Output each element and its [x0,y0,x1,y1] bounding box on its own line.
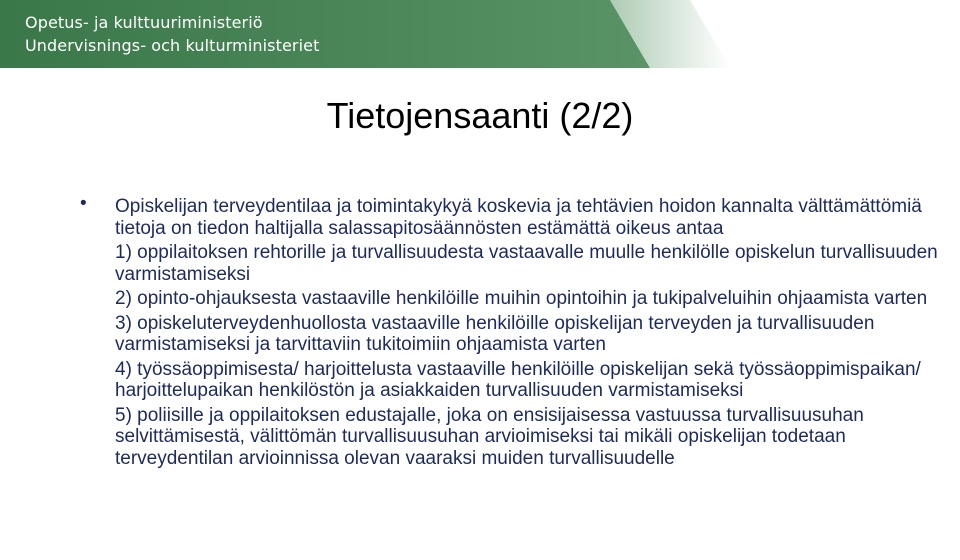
list-item: 1) oppilaitoksen rehtorille ja turvallisuudesta vastaavalle muulle henkilölle opiskelun turvallisuuden varmistamiseksi [115,242,938,285]
header-band-shape [0,0,960,68]
list-item: 4) työssäoppimisesta/ harjoittelusta vastaaville henkilöille opiskelijan sekä työssäoppimispaikan/ harjoittelupaikan henkilöstön ja asiakkaiden turvallisuuden varmistamiseksi [115,358,921,401]
header-band [0,0,960,68]
list-item: 2) opinto-ohjauksesta vastaaville henkilöille muihin opintoihin ja tukipalveluihin ohjaamista varten [115,288,928,309]
bullet-dot: • [80,193,87,214]
list-item: 3) opiskeluterveydenhuollosta vastaaville henkilöille opiskelijan terveyden ja turvallisuuden varmistamiseksi ja tarvittaviin tukitoimiin ohjaamista varten [115,312,875,355]
list-item: 5) poliisille ja oppilaitoksen edustajalle, joka on ensisijaisessa vastuussa turvallisuusuhan selvittämisestä, välittömän turvallisuusuhan arvioimiseksi tai mikäli opiskelijan todetaan terveydentilan arvioinnissa olevan vaaraksi muiden turvallisuudelle [115,404,864,469]
slide-title: Tietojensaanti (2/2) [326,95,634,136]
ministry-name-finnish: Opetus- ja kulttuuriministeriö [25,13,263,32]
intro-paragraph: Opiskelijan terveydentilaa ja toimintakykyä koskevia ja tehtävien hoidon kannalta välttämättömiä tietoja on tiedon haltijalla salassapitosäännösten estämättä oikeus antaa [115,196,922,239]
bullet-content [115,196,945,472]
ministry-name-swedish: Undervisnings- och kulturministeriet [25,36,320,55]
